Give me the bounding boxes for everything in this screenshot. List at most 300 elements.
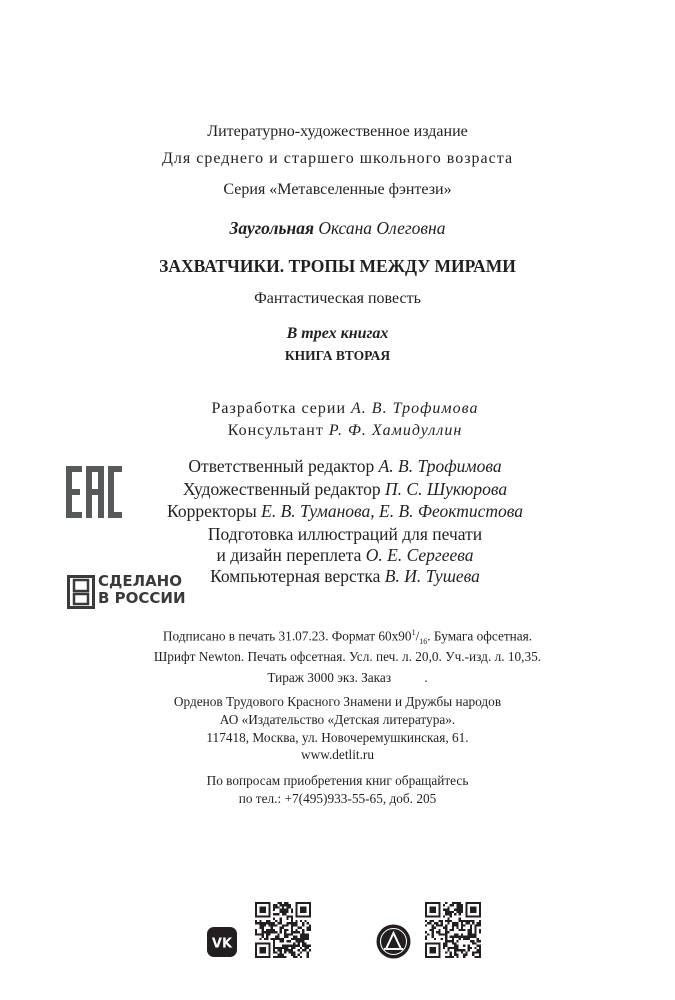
qr-module (456, 945, 458, 947)
qr-module (268, 924, 270, 926)
qr-module (304, 938, 306, 940)
qr-module (461, 949, 463, 951)
qr-module (277, 933, 279, 935)
qr-module (432, 931, 434, 933)
qr-module (438, 924, 440, 926)
qr-module (429, 920, 431, 922)
qr-module (477, 922, 479, 924)
author (0, 218, 675, 239)
qr-module (284, 924, 286, 926)
qr-module (425, 931, 427, 933)
qr-module (441, 920, 443, 922)
qr-module (295, 945, 297, 947)
qr-module (273, 918, 275, 920)
qr-module (255, 931, 257, 933)
qr-module (463, 956, 465, 958)
qr-module (259, 933, 261, 935)
qr-module (454, 933, 456, 935)
qr-module (447, 909, 449, 911)
qr-module (277, 902, 279, 904)
qr-module (286, 924, 288, 926)
qr-module (277, 922, 279, 924)
qr-module (277, 954, 279, 956)
qr-module (452, 929, 454, 931)
qr-module (461, 904, 463, 906)
qr-module (463, 949, 465, 951)
qr-module (459, 949, 461, 951)
qr-module (429, 947, 436, 954)
qr-module (280, 909, 282, 911)
qr-module (268, 933, 270, 935)
credit-line: Корректоры Е. В. Туманова, Е. В. Феоктистова (167, 501, 523, 521)
qr-module (450, 915, 452, 917)
qr-module (429, 922, 431, 924)
qr-module (470, 940, 472, 942)
qr-module (309, 927, 311, 929)
contact-line: по тел.: +7(495)933-55-65, доб. 205 (238, 791, 437, 806)
qr-module (277, 936, 279, 938)
qr-module (298, 954, 300, 956)
qr-module (452, 904, 454, 906)
qr-module (434, 922, 436, 924)
qr-module (445, 913, 447, 915)
qr-module (447, 931, 449, 933)
qr-module (459, 913, 461, 915)
qr-module (456, 927, 458, 929)
credit-line: Разработка серии А. В. Трофимова (211, 400, 479, 417)
qr-module (452, 947, 454, 949)
credit-line: Ответственный редактор А. В. Трофимова (188, 456, 502, 476)
qr-module (273, 906, 275, 908)
qr-module (479, 949, 481, 951)
qr-module (307, 929, 309, 931)
audience-line: Для среднего и старшего школьного возраста (161, 150, 514, 167)
qr-module (275, 947, 277, 949)
qr-module (300, 951, 302, 953)
qr-module (474, 956, 476, 958)
qr-module (447, 940, 449, 942)
qr-module (289, 949, 291, 951)
qr-module (291, 909, 293, 911)
subtitle: Фантастическая повесть (254, 290, 421, 307)
qr-module (477, 956, 479, 958)
qr-module (304, 936, 306, 938)
qr-module (275, 951, 277, 953)
qr-module (477, 924, 479, 926)
qr-module (309, 945, 311, 947)
qr-module (291, 933, 293, 935)
qr-module (461, 922, 463, 924)
qr-module (452, 924, 454, 926)
qr-module (461, 924, 463, 926)
qr-module (291, 929, 293, 931)
qr-module (474, 927, 476, 929)
qr-module (443, 933, 445, 935)
qr-module (477, 940, 479, 942)
qr-module (268, 931, 270, 933)
qr-module (445, 940, 447, 942)
qr-module (300, 940, 302, 942)
qr-module (468, 945, 470, 947)
qr-code (255, 901, 311, 959)
qr-module (452, 911, 454, 913)
publisher-line: 117418, Москва, ул. Новочеремушкинская, 61. (206, 730, 469, 745)
publisher-url[interactable]: www.detlit.ru (301, 747, 374, 762)
qr-module (273, 938, 275, 940)
qr-module (450, 936, 452, 938)
qr-module (452, 956, 454, 958)
qr-module (298, 940, 300, 942)
qr-module (291, 911, 293, 913)
qr-module (295, 922, 297, 924)
qr-module (479, 954, 481, 956)
qr-module (266, 931, 268, 933)
qr-module (459, 929, 461, 931)
qr-module (277, 947, 279, 949)
qr-module (277, 938, 279, 940)
qr-module (277, 913, 279, 915)
books-count: В трех книгах (286, 325, 389, 342)
qr-module (302, 949, 304, 951)
qr-module (291, 931, 293, 933)
qr-module (456, 940, 458, 942)
qr-module (459, 918, 461, 920)
qr-module (472, 951, 474, 953)
qr-module (463, 936, 465, 938)
qr-module (302, 922, 304, 924)
qr-module (470, 924, 472, 926)
qr-module (447, 913, 449, 915)
qr-module (273, 931, 275, 933)
qr-module (447, 949, 449, 951)
qr-module (271, 929, 273, 931)
qr-module (277, 949, 279, 951)
qr-module (275, 936, 277, 938)
qr-module (282, 940, 284, 942)
qr-module (293, 945, 295, 947)
qr-module (479, 945, 481, 947)
qr-module (479, 922, 481, 924)
qr-module (468, 936, 470, 938)
qr-module (479, 924, 481, 926)
qr-module (280, 954, 282, 956)
qr-module (284, 947, 286, 949)
qr-module (282, 924, 284, 926)
qr-module (273, 904, 275, 906)
qr-module (300, 906, 307, 913)
qr-module (298, 942, 300, 944)
qr-module (255, 922, 257, 924)
qr-module (280, 940, 282, 942)
detlit-logo-icon (376, 924, 411, 959)
qr-module (295, 938, 297, 940)
qr-module (468, 929, 470, 931)
qr-module (436, 931, 438, 933)
qr-module (298, 938, 300, 940)
qr-module (284, 949, 286, 951)
qr-module (268, 920, 270, 922)
qr-module (450, 954, 452, 956)
qr-module (266, 933, 268, 935)
qr-module (275, 906, 277, 908)
qr-module (300, 936, 302, 938)
qr-module (438, 933, 440, 935)
qr-module (456, 911, 458, 913)
qr-module (302, 945, 304, 947)
qr-module (479, 956, 481, 958)
qr-module (447, 922, 449, 924)
qr-module (454, 949, 456, 951)
qr-module (425, 938, 427, 940)
qr-module (293, 922, 295, 924)
qr-module (441, 922, 443, 924)
qr-module (454, 909, 456, 911)
qr-module (450, 920, 452, 922)
qr-module (447, 911, 449, 913)
qr-module (273, 909, 275, 911)
qr-module (445, 936, 447, 938)
qr-module (293, 956, 295, 958)
qr-module (425, 920, 427, 922)
qr-module (427, 922, 429, 924)
qr-module (459, 936, 461, 938)
credit-line: Компьютерная верстка В. И. Тушева (210, 566, 480, 586)
qr-module (275, 931, 277, 933)
qr-module (275, 920, 277, 922)
qr-module (454, 924, 456, 926)
contact-line: По вопросам приобретения книг обращайтесь (206, 773, 469, 788)
qr-module (443, 947, 445, 949)
qr-module (295, 931, 297, 933)
qr-module (438, 929, 440, 931)
qr-module (289, 904, 291, 906)
qr-module (282, 945, 284, 947)
qr-module (474, 951, 476, 953)
qr-module (479, 947, 481, 949)
qr-module (291, 918, 293, 920)
vk-icon (207, 927, 237, 957)
qr-module (280, 949, 282, 951)
qr-module (286, 918, 288, 920)
qr-module (282, 947, 284, 949)
qr-module (456, 936, 458, 938)
qr-module (273, 922, 275, 924)
qr-module (477, 951, 479, 953)
qr-module (300, 938, 302, 940)
qr-module (286, 936, 288, 938)
qr-module (445, 924, 447, 926)
qr-module (262, 922, 264, 924)
qr-module (298, 931, 300, 933)
qr-module (463, 920, 465, 922)
qr-module (432, 927, 434, 929)
qr-module (275, 956, 277, 958)
qr-module (456, 909, 458, 911)
qr-module (284, 936, 286, 938)
qr-module (266, 938, 268, 940)
qr-module (286, 945, 288, 947)
qr-module (284, 951, 286, 953)
qr-module (443, 945, 445, 947)
qr-module (298, 949, 300, 951)
qr-module (474, 929, 476, 931)
qr-module (434, 938, 436, 940)
qr-module (470, 947, 472, 949)
qr-module (291, 938, 293, 940)
qr-module (284, 945, 286, 947)
qr-module (304, 942, 306, 944)
qr-module (271, 924, 273, 926)
qr-module (304, 920, 306, 922)
qr-module (259, 938, 261, 940)
qr-module (280, 931, 282, 933)
qr-module (461, 951, 463, 953)
qr-module (266, 936, 268, 938)
made-in-russia-text: СДЕЛАНО (98, 572, 182, 590)
publisher-line: АО «Издательство «Детская литература». (219, 712, 456, 727)
qr-module (273, 913, 275, 915)
qr-module (436, 922, 438, 924)
qr-module (298, 927, 300, 929)
qr-module (468, 949, 470, 951)
qr-module (454, 942, 456, 944)
qr-module (468, 922, 470, 924)
qr-module (295, 936, 297, 938)
book-number: КНИГА ВТОРАЯ (284, 348, 391, 363)
qr-module (282, 927, 284, 929)
qr-module (293, 938, 295, 940)
qr-module (293, 942, 295, 944)
series-line: Серия «Метавселенные фэнтези» (223, 181, 452, 198)
qr-module (463, 924, 465, 926)
qr-module (447, 920, 449, 922)
qr-module (271, 938, 273, 940)
qr-module (286, 902, 288, 904)
qr-module (280, 920, 282, 922)
qr-module (286, 949, 288, 951)
qr-module (271, 931, 273, 933)
qr-module (468, 933, 470, 935)
qr-module (259, 906, 266, 913)
qr-module (456, 949, 458, 951)
qr-module (259, 920, 261, 922)
qr-module (445, 927, 447, 929)
qr-module (463, 954, 465, 956)
qr-module (470, 927, 472, 929)
qr-module (293, 931, 295, 933)
qr-module (273, 940, 275, 942)
qr-module (302, 940, 304, 942)
qr-module (456, 954, 458, 956)
qr-module (280, 956, 282, 958)
qr-module (459, 904, 461, 906)
qr-module (468, 947, 470, 949)
qr-module (459, 911, 461, 913)
qr-module (459, 902, 461, 904)
qr-module (454, 947, 456, 949)
ru-badge-icon (67, 575, 95, 609)
qr-module (295, 940, 297, 942)
qr-module (257, 933, 259, 935)
qr-module (438, 931, 440, 933)
qr-module (262, 927, 264, 929)
publisher-line: Орденов Трудового Красного Знамени и Дружбы народов (173, 694, 502, 709)
qr-module (277, 956, 279, 958)
qr-module (461, 929, 463, 931)
qr-module (275, 913, 277, 915)
qr-module (465, 920, 467, 922)
qr-module (461, 927, 463, 929)
qr-module (456, 947, 458, 949)
qr-module (468, 931, 470, 933)
qr-module (262, 933, 264, 935)
qr-module (470, 931, 472, 933)
qr-module (282, 956, 284, 958)
qr-module (474, 933, 476, 935)
qr-module (293, 936, 295, 938)
qr-module (470, 936, 472, 938)
made-in-russia-logo (67, 572, 187, 609)
qr-module (438, 920, 440, 922)
qr-module (266, 929, 268, 931)
qr-module (445, 942, 447, 944)
qr-module (282, 911, 284, 913)
qr-module (474, 924, 476, 926)
qr-module (300, 956, 302, 958)
qr-module (307, 954, 309, 956)
qr-module (454, 922, 456, 924)
qr-module (280, 951, 282, 953)
imprint-line: Шрифт Newton. Печать офсетная. Усл. печ. л. 20,0. Уч.-изд. л. 10,35. (153, 649, 542, 664)
qr-module (450, 956, 452, 958)
genre-line: Литературно-художественное издание (207, 123, 468, 140)
qr-module (307, 945, 309, 947)
qr-module (262, 936, 264, 938)
qr-module (291, 954, 293, 956)
qr-module (470, 920, 472, 922)
qr-module (273, 947, 275, 949)
qr-module (454, 902, 456, 904)
qr-module (289, 922, 291, 924)
qr-module (284, 902, 286, 904)
qr-module (302, 942, 304, 944)
qr-module (264, 924, 266, 926)
qr-module (479, 920, 481, 922)
qr-module (284, 929, 286, 931)
qr-module (280, 929, 282, 931)
qr-module (282, 913, 284, 915)
qr-module (273, 951, 275, 953)
qr-module (479, 931, 481, 933)
qr-module (445, 929, 447, 931)
qr-module (452, 940, 454, 942)
qr-module (286, 909, 288, 911)
qr-module (262, 924, 264, 926)
qr-module (289, 945, 291, 947)
qr-module (255, 920, 257, 922)
qr-module (273, 942, 275, 944)
qr-module (445, 920, 447, 922)
qr-module (429, 929, 431, 931)
qr-module (262, 929, 264, 931)
qr-module (443, 927, 445, 929)
made-in-russia-text: В РОССИИ (98, 589, 186, 607)
qr-module (282, 938, 284, 940)
qr-module (295, 924, 297, 926)
qr-module (280, 902, 282, 904)
qr-module (434, 927, 436, 929)
qr-module (463, 929, 465, 931)
